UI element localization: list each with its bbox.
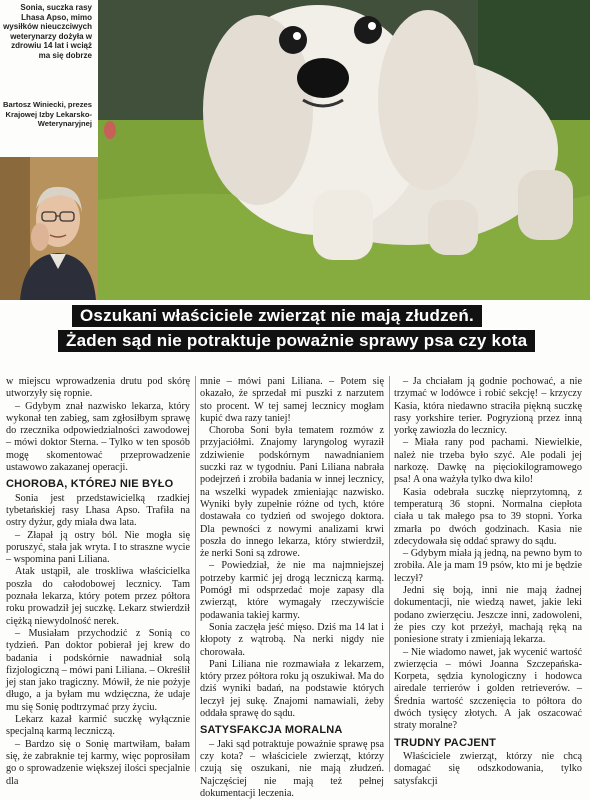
paragraph: Jedni się boją, inni nie mają żadnej dokumentacji, nie wiedzą nawet, jakie leki podano zwierzęciu. Jeszcze inni, zadowoleni, że pies czy kot przeżył, machają ręką na poniesione straty i zmieniają lekarza. [394,585,582,646]
paragraph: Choroba Soni była tematem rozmów z przyjaciółmi. Znajomy laryngolog wyraził zdziwienie podskórnym nawadnianiem suczki raz w tygodniu. Pani Liliana nabrała podejrzeń i zrobiła badania w innej lecznicy, na wszelki wypadek zmieniając nazwisko. Wyniki były zupełnie różne od tych, które dostawała co tydzień od swojego doktora. Dla pewności z nowymi analizami krwi poszła do innego lekarza, który stwierdził, że nerki Soni są zdrowe. [200,425,384,560]
portrait-caption: Bartosz Winiecki, prezes Krajowej Izby Lekarsko-Weterynaryjnej [3,100,92,128]
article-column-2 [200,376,384,800]
left-caption-column [0,0,98,300]
paragraph: – Złapał ją ostry ból. Nie mogła się poruszyć, stała jak wryta. I to straszne wycie – wspomina pani Liliana. [6,529,190,566]
section-heading-satysfakcja: SATYSFAKCJA MORALNA [200,724,343,737]
dog-photo [98,0,590,300]
paragraph: Sonia zaczęła jeść mięso. Dziś ma 14 lat i kłopoty z wątrobą. Na nerki nigdy nie chorowała. [200,621,384,658]
paragraph: – Gdybym znał nazwisko lekarza, który wykonał ten zabieg, sam zgłosiłbym sprawę do rzecznika odpowiedzialności zawodowej – mówi doktor Sterna. – Tylko w ten sposób mogę skomentować przeprowadzenie ustawowo zakazanej operacji. [6,400,190,474]
article-column-1 [6,376,190,788]
paragraph: Sonia jest przedstawicielką rzadkiej tybetańskiej rasy Lhasa Apso. Trafiła na ostry dyżur, gdy miała dwa lata. [6,492,190,529]
portrait-photo [0,157,98,300]
man-portrait-illustration [0,157,98,300]
dog-illustration [98,0,590,300]
article-column-3 [394,376,582,788]
paragraph: Kasia odebrała suczkę nieprzytomną, z temperaturą 36 stopni. Normalna ciepłota ciała u tak małego psa to 39 stopni. Yorka zmarła po dwóch godzinach. Kasia nie zdecydowała się oddać sprawy do sądu. [394,486,582,547]
paragraph: – Ja chciałam ją godnie pochować, a nie trzymać w lodówce i robić sekcję! – krzyczy Kasia, która niedawno straciła piękną suczkę rasy yorkshire terier. Pogryzioną przez inną yorkę zawiozła do lecznicy. [394,376,582,437]
paragraph: Właściciele zwierząt, którzy nie chcą domagać się odszkodowania, tylko satysfakcji [394,750,582,787]
headline-line-2: Żaden sąd nie potraktuje poważnie sprawy psa czy kota [58,330,535,352]
dog-photo-caption: Sonia, suczka rasy Lhasa Apso, mimo wysiłków nieuczciwych weterynarzy dożyła w zdrowiu 14 lat i wciąż ma się dobrze [3,3,92,60]
column-divider [389,376,390,772]
paragraph: – Nie wiadomo nawet, jak wycenić wartość zwierzęcia – mówi Joanna Szczepańska-Korpeta, sędzia kynologiczny i hodowca airedale terrierów i golden retrieverów. – Średnia wartość szczenięcia to półtora do dwóch tysięcy złotych. A jak oszacować straty moralne? [394,646,582,732]
section-heading-trudny-pacjent: TRUDNY PACJENT [394,736,497,749]
headline-line-1: Oszukani właściciele zwierząt nie mają złudzeń. [72,305,482,327]
paragraph: – Gdybym miała ją jedną, na pewno bym to zrobiła. Ale ja mam 19 psów, kto mi je będzie leczył? [394,548,582,584]
paragraph: Lekarz kazał karmić suczkę wyłącznie specjalną karmą leczniczą. [6,714,190,738]
paragraph: Atak ustąpił, ale troskliwa właścicielka poszła do całodobowej lecznicy. Tam poznała lekarza, który potem przez półtora roku prowadził jej suczkę. Lekarz stwierdził ciężką niewydolność nerek. [6,566,190,627]
paragraph: Pani Liliana nie rozmawiała z lekarzem, który przez półtora roku ją oszukiwał. Ma do dziś wyniki badań, na podstawie których leczył jej sukę. Znajomi namawiali, żeby oddała sprawę do sądu. [200,658,384,720]
paragraph: – Miała rany pod pachami. Niewielkie, należ nie trzeba było szyć. Ale podali jej narkozę. Dawkę na pięciokilogramowego psa! A ona ważyła tylko dwa kilo! [394,437,582,486]
paragraph: – Musiałam przychodzić z Sonią co tydzień. Pan doktor pobierał jej krew do badania i podskórnie nawadniał solą fizjologiczną – mówi pani Liliana. – Określił jej stan jako tragiczny. Mówił, że nie pożyje długo, a ja byłam mu wdzięczna, że udaje mu się Sonię podtrzymać przy życiu. [6,627,190,713]
paragraph: w miejscu wprowadzenia drutu pod skórę utworzyły się ropnie. [6,376,190,400]
section-heading-choroba: CHOROBA, KTÓREJ NIE BYŁO [6,478,174,491]
paragraph: mnie – mówi pani Liliana. – Potem się okazało, że sprzedał mi puszki z narzutem sto procent. W tej samej lecznicy mogłam kupić dwa razy taniej! [200,376,384,424]
paragraph: – Jaki sąd potraktuje poważnie sprawę psa czy kota? – właściciele zwierząt, którzy czują się oszukani, nie mają złudzeń. Najczęściej nie mają też pełnej dokumentacji leczenia. [200,738,384,799]
paragraph: – Bardzo się o Sonię martwiłam, bałam się, że zabraknie tej karmy, więc poprosiłam go o sprowadzenie większej ilości specjalnie dla [6,738,190,787]
paragraph: – Powiedział, że nie ma najmniejszej potrzeby karmić jej drogą leczniczą karmą. Pomógł mi odsprzedać moje zapasy dla zwierząt, które wymagały rzeczywiście podawania takiej karmy. [200,560,384,621]
column-divider [195,376,196,772]
